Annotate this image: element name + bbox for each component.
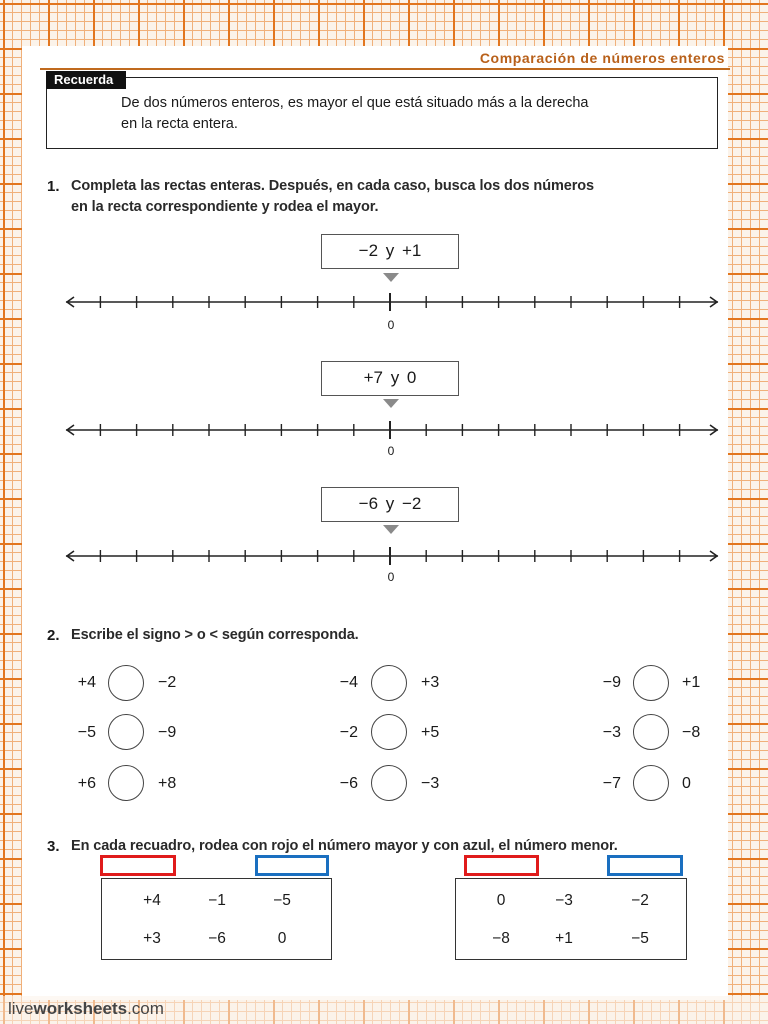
comparison-answer-circle[interactable] (633, 765, 669, 801)
comparison-right-value: −3 (421, 775, 440, 792)
exercise-2-instruction: Escribe el signo > o < según corresponda. (71, 627, 359, 643)
recuerda-tag: Recuerda (46, 71, 126, 89)
exercise-3-instruction: En cada recuadro, rodea con rojo el número mayor y con azul, el número menor. (71, 838, 618, 854)
logo-part-worksheets: worksheets (33, 999, 128, 1018)
comparison-left-value: −6 (339, 775, 358, 792)
header-divider (40, 68, 730, 70)
number-line-1-pointer-icon (383, 273, 399, 282)
number-cell[interactable]: 0 (277, 930, 287, 947)
comparison-right-value: +3 (421, 674, 440, 691)
comparison-left-value: −5 (77, 724, 96, 741)
comparison-left-value: +4 (77, 674, 96, 691)
number-cell[interactable]: +3 (143, 930, 161, 947)
number-cell[interactable]: −8 (492, 930, 510, 947)
recuerda-line-2: en la recta entera. (121, 116, 238, 132)
blue-answer-box[interactable] (255, 855, 329, 876)
number-line-3-pair-label: −6 y −2 (358, 494, 422, 513)
recuerda-line-1: De dos números enteros, es mayor el que está situado más a la derecha (121, 95, 589, 111)
number-cell[interactable]: −3 (555, 892, 573, 909)
number-cell[interactable]: −1 (208, 892, 226, 909)
comparison-right-value: +8 (158, 775, 177, 792)
comparison-answer-circle[interactable] (633, 714, 669, 750)
number-line-1-pair-label: −2 y +1 (358, 241, 422, 260)
number-cell[interactable]: 0 (496, 892, 506, 909)
logo-part-suffix: .com (127, 999, 164, 1018)
number-line-1 (64, 282, 720, 322)
exercise-1-instruction (71, 176, 594, 218)
number-line-2-pair-label: +7 y 0 (363, 368, 417, 387)
comparison-right-value: −8 (682, 724, 701, 741)
comparison-answer-circle[interactable] (371, 765, 407, 801)
comparison-left-value: +6 (77, 775, 96, 792)
number-cell[interactable]: −5 (273, 892, 291, 909)
comparison-right-value: −9 (158, 724, 177, 741)
liveworksheets-logo (8, 999, 164, 1019)
comparison-left-value: −4 (339, 674, 358, 691)
comparison-left-value: −9 (602, 674, 621, 691)
number-line-2-zero-label: 0 (387, 444, 395, 458)
comparison-answer-circle[interactable] (108, 665, 144, 701)
number-line-1-zero-label: 0 (387, 318, 395, 332)
number-cell[interactable]: −6 (208, 930, 226, 947)
exercise-1-line-1: Completa las rectas enteras. Después, en cada caso, busca los dos números (71, 178, 594, 194)
comparison-answer-circle[interactable] (371, 714, 407, 750)
comparison-left-value: −2 (339, 724, 358, 741)
number-line-3-zero-label: 0 (387, 570, 395, 584)
comparison-right-value: +1 (682, 674, 701, 691)
comparison-left-value: −3 (602, 724, 621, 741)
number-line-3-pointer-icon (383, 525, 399, 534)
number-line-1-pair-box (321, 234, 459, 269)
number-cell[interactable]: −2 (631, 892, 649, 909)
red-answer-box[interactable] (464, 855, 539, 876)
number-cell[interactable]: +1 (555, 930, 573, 947)
comparison-answer-circle[interactable] (633, 665, 669, 701)
recuerda-text (121, 93, 681, 135)
logo-part-live: live (8, 999, 34, 1018)
exercise-2-number: 2. (47, 627, 60, 644)
number-line-3-pair-box (321, 487, 459, 522)
number-line-2-pointer-icon (383, 399, 399, 408)
red-answer-box[interactable] (100, 855, 176, 876)
number-cell[interactable]: −5 (631, 930, 649, 947)
comparison-right-value: −2 (158, 674, 177, 691)
comparison-answer-circle[interactable] (108, 714, 144, 750)
comparison-right-value: +5 (421, 724, 440, 741)
comparison-right-value: 0 (682, 775, 691, 792)
exercise-1-number: 1. (47, 178, 60, 195)
blue-answer-box[interactable] (607, 855, 683, 876)
exercise-1-line-2: en la recta correspondiente y rodea el mayor. (71, 199, 379, 215)
comparison-answer-circle[interactable] (371, 665, 407, 701)
number-cell[interactable]: +4 (143, 892, 161, 909)
comparison-left-value: −7 (602, 775, 621, 792)
comparison-answer-circle[interactable] (108, 765, 144, 801)
exercise-3-number: 3. (47, 838, 60, 855)
page-title: Comparación de números enteros (479, 50, 725, 66)
number-line-2-pair-box (321, 361, 459, 396)
